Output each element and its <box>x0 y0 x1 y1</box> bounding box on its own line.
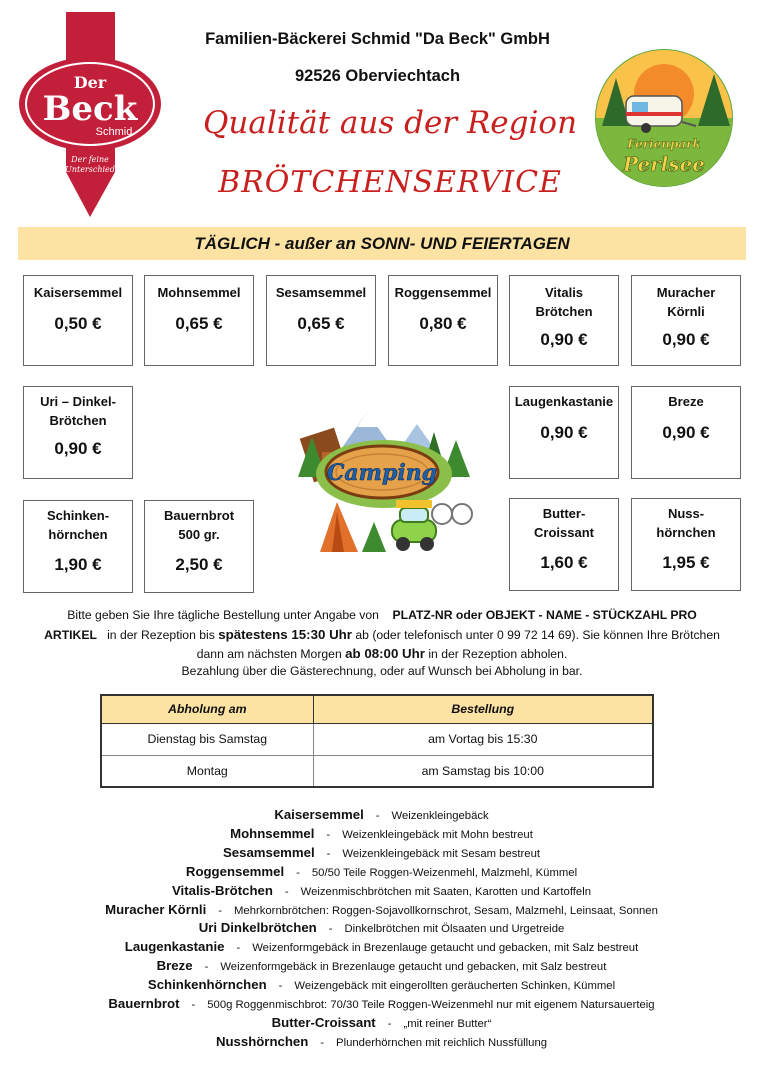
product-price: 1,90 € <box>54 555 102 574</box>
column-header: Bestellung <box>313 695 653 723</box>
table-row <box>101 723 653 755</box>
product-box-roggensemmel <box>388 275 498 366</box>
svg-text:Schmid: Schmid <box>95 126 133 138</box>
svg-text:Camping: Camping <box>326 460 438 486</box>
description-item: Mohnsemmel - Weizenkleingebäck mit Mohn bestreut <box>230 826 533 841</box>
product-price: 2,50 € <box>175 555 223 574</box>
product-box-breze <box>631 386 741 479</box>
table-header-row <box>101 695 653 723</box>
order-info-line-4: Bezahlung über die Gästerechnung, oder auf Wunsch bei Abholung in bar. <box>181 664 583 678</box>
table-cell: am Vortag bis 15:30 <box>313 723 653 755</box>
product-name: Breze <box>668 394 704 409</box>
column-header: Abholung am <box>101 695 313 723</box>
description-item: Uri Dinkelbrötchen - Dinkelbrötchen mit Ölsaaten und Urgetreide <box>198 920 565 935</box>
svg-text:Beck: Beck <box>42 89 138 129</box>
product-price: 1,95 € <box>662 553 710 572</box>
company-name: Familien-Bäckerei Schmid "Da Beck" GmbH <box>205 30 550 48</box>
order-info-line-1: Bitte geben Sie Ihre tägliche Bestellung unter Angabe von PLATZ-NR oder OBJEKT - NAME - STÜCKZAHL PRO <box>67 608 697 622</box>
description-item: Butter-Croissant - „mit reiner Butter“ <box>271 1015 492 1030</box>
description-item: Breze - Weizenformgebäck in Brezenlauge getaucht und gebacken, mit Salz bestreut <box>156 958 607 973</box>
product-box-sesamsemmel <box>266 275 376 366</box>
product-name: Schinken- hörnchen <box>46 508 110 542</box>
product-price: 0,90 € <box>540 423 588 442</box>
product-name: Muracher Körnli <box>656 285 716 319</box>
description-item: Schinkenhörnchen - Weizengebäck mit eingerollten geräucherten Schinken, Kümmel <box>147 977 616 992</box>
product-price: 0,90 € <box>662 330 710 349</box>
product-box-vitalis-broetchen <box>509 275 619 366</box>
description-item: Roggensemmel - 50/50 Teile Roggen-Weizenmehl, Malzmehl, Kümmel <box>185 864 578 879</box>
product-price: 0,90 € <box>54 439 102 458</box>
table-cell: Montag <box>101 755 313 787</box>
product-box-bauernbrot <box>144 500 254 593</box>
description-item: Bauernbrot - 500g Roggenmischbrot: 70/30 Teile Roggen-Weizenmehl nur mit eigenem Natursauerteig <box>108 996 655 1011</box>
product-box-muracher-koernli <box>631 275 741 366</box>
product-price: 0,65 € <box>297 314 345 333</box>
product-box-laugenkastanie <box>509 386 619 479</box>
description-item: Sesamsemmel - Weizenkleingebäck mit Sesam bestreut <box>222 845 540 860</box>
product-price: 0,90 € <box>540 330 588 349</box>
svg-text:Perlsee: Perlsee <box>622 152 706 176</box>
product-price: 0,65 € <box>175 314 223 333</box>
product-name: Butter- Croissant <box>534 506 594 540</box>
svg-text:Der feine: Der feine <box>71 155 109 164</box>
product-box-mohnsemmel <box>144 275 254 366</box>
product-name: Vitalis Brötchen <box>535 285 593 319</box>
order-info-line-2: ARTIKEL in der Rezeption bis spätestens 15:30 Uhr ab (oder telefonisch unter 0 99 72 14 69). Sie können Ihre Brötchen <box>44 627 720 642</box>
svg-text:Ferienpark: Ferienpark <box>627 137 701 151</box>
svg-text:Unterschied: Unterschied <box>65 165 115 174</box>
description-item: Vitalis-Brötchen - Weizenmischbrötchen mit Saaten, Karotten und Kartoffeln <box>172 883 591 898</box>
table-cell: am Samstag bis 10:00 <box>313 755 653 787</box>
der-beck-logo <box>18 12 163 217</box>
product-name: Roggensemmel <box>394 285 492 300</box>
product-price: 0,80 € <box>419 314 467 333</box>
camping-illustration <box>292 402 474 562</box>
product-name: Laugenkastanie <box>514 394 614 409</box>
product-box-nusshoernchen <box>631 498 741 591</box>
svg-text:Der: Der <box>73 73 107 92</box>
order-info-line-3: dann am nächsten Morgen ab 08:00 Uhr in der Rezeption abholen. <box>196 646 568 661</box>
product-box-butter-croissant <box>509 498 619 591</box>
product-name: Uri – Dinkel- Brötchen <box>40 394 116 428</box>
description-item: Kaisersemmel - Weizenkleingebäck <box>274 807 489 822</box>
product-name: Nuss- hörnchen <box>656 506 716 540</box>
product-name: Sesamsemmel <box>275 285 367 300</box>
product-price: 1,60 € <box>540 553 588 572</box>
description-item: Muracher Körnli - Mehrkornbrötchen: Roggen-Sojavollkornschrot, Sesam, Malzmehl, Leinsaat, Sonnen <box>105 902 658 917</box>
product-box-schinkenhoernchen <box>23 500 133 593</box>
ferienpark-perlsee-logo <box>586 48 742 188</box>
company-address: 92526 Oberviechtach <box>294 67 461 85</box>
product-price: 0,50 € <box>54 314 102 333</box>
product-box-kaisersemmel <box>23 275 133 366</box>
service-title: BRÖTCHENSERVICE <box>218 165 562 200</box>
product-box-uri-dinkel-broetchen <box>23 386 133 479</box>
description-item: Nusshörnchen - Plunderhörnchen mit reichlich Nussfüllung <box>215 1034 548 1049</box>
table-row <box>101 755 653 787</box>
description-item: Laugenkastanie - Weizenformgebäck in Brezenlauge getaucht und gebacken, mit Salz bestreut <box>124 939 639 954</box>
daily-banner: TÄGLICH - außer an SONN- UND FEIERTAGEN <box>18 227 746 260</box>
slogan: Qualität aus der Region <box>202 105 578 141</box>
product-name: Kaisersemmel <box>33 285 123 300</box>
pickup-table <box>100 694 654 788</box>
product-name: Bauernbrot 500 gr. <box>163 508 235 542</box>
product-name: Mohnsemmel <box>157 285 241 300</box>
product-price: 0,90 € <box>662 423 710 442</box>
table-cell: Dienstag bis Samstag <box>101 723 313 755</box>
